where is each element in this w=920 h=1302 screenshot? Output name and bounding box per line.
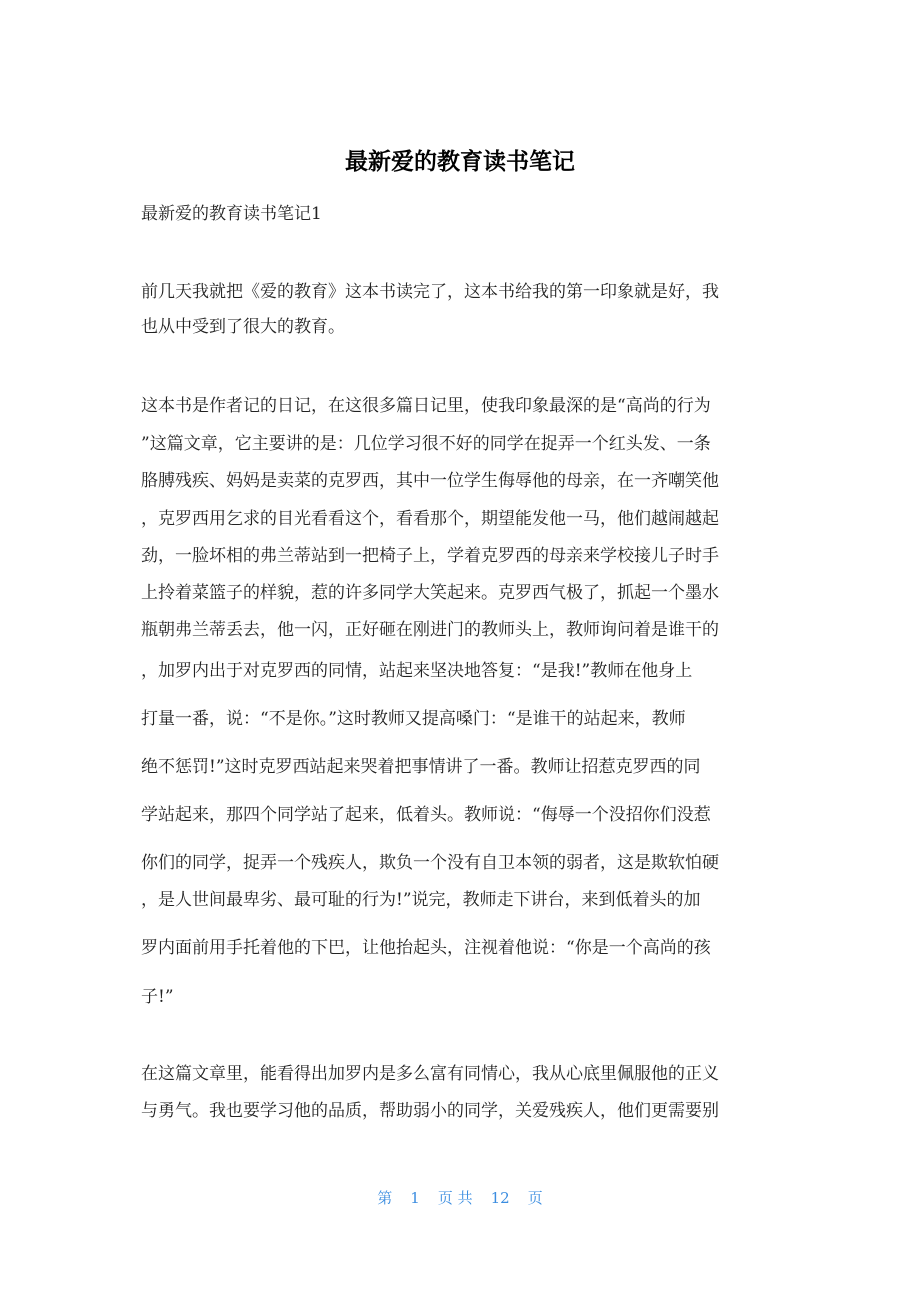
paragraph-line: 学站起来，那四个同学站了起来，低着头。教师说：“侮辱一个没招你们没惹 [141,805,711,825]
paragraph-line: 与勇气。我也要学习他的品质，帮助弱小的同学，关爱残疾人，他们更需要别 [141,1101,719,1121]
paragraph-line: 打量一番，说：“不是你。”这时教师又提高嗓门：“是谁干的站起来，教师 [141,709,686,729]
paragraph-line: 在这篇文章里，能看得出加罗内是多么富有同情心，我从心底里佩服他的正义 [141,1064,719,1084]
paragraph-line: ，是人世间最卑劣、最可耻的行为!”说完，教师走下讲台，来到低着头的加 [141,890,701,910]
paragraph-line: 瓶朝弗兰蒂丢去，他一闪，正好砸在刚进门的教师头上，教师询问着是谁干的 [141,620,719,640]
paragraph-line: ，克罗西用乞求的目光看看这个，看看那个，期望能发他一马，他们越闹越起 [141,509,719,529]
paragraph-line: 胳膊残疾、妈妈是卖菜的克罗西，其中一位学生侮辱他的母亲，在一齐嘲笑他 [141,471,719,491]
total-pages-number: 12 [490,1189,510,1207]
paragraph-line: 前几天我就把《爱的教育》这本书读完了，这本书给我的第一印象就是好，我 [141,282,719,302]
paragraph-line: 绝不惩罚!”这时克罗西站起来哭着把事情讲了一番。教师让招惹克罗西的同 [141,757,701,777]
page-label-suffix: 页 [527,1189,543,1207]
paragraph-line: 你们的同学，捉弄一个残疾人，欺负一个没有自卫本领的弱者，这是欺软怕硬 [141,853,719,873]
page-label-prefix: 第 [377,1189,393,1207]
paragraph-line: ，加罗内出于对克罗西的同情，站起来坚决地答复：“是我!”教师在他身上 [141,661,693,681]
page-label-mid: 页 共 [437,1189,473,1207]
page-footer [0,1186,920,1210]
paragraph-line: 劲，一脸坏相的弗兰蒂站到一把椅子上，学着克罗西的母亲来学校接儿子时手 [141,546,719,566]
paragraph-line: 罗内面前用手托着他的下巴，让他抬起头，注视着他说：“你是一个高尚的孩 [141,938,711,958]
document-title: 最新爱的教育读书笔记 [345,149,575,175]
paragraph-line: 子!” [141,987,174,1007]
paragraph-line: ”这篇文章，它主要讲的是：几位学习很不好的同学在捉弄一个红头发、一条 [141,434,711,454]
paragraph-line: 这本书是作者记的日记，在这很多篇日记里，使我印象最深的是“高尚的行为 [141,396,711,416]
paragraph-line: 上拎着菜篮子的样貌，惹的许多同学大笑起来。克罗西气极了，抓起一个墨水 [141,583,719,603]
section-heading: 最新爱的教育读书笔记1 [141,204,322,224]
paragraph-line: 也从中受到了很大的教育。 [141,317,345,337]
current-page-number: 1 [410,1189,420,1207]
